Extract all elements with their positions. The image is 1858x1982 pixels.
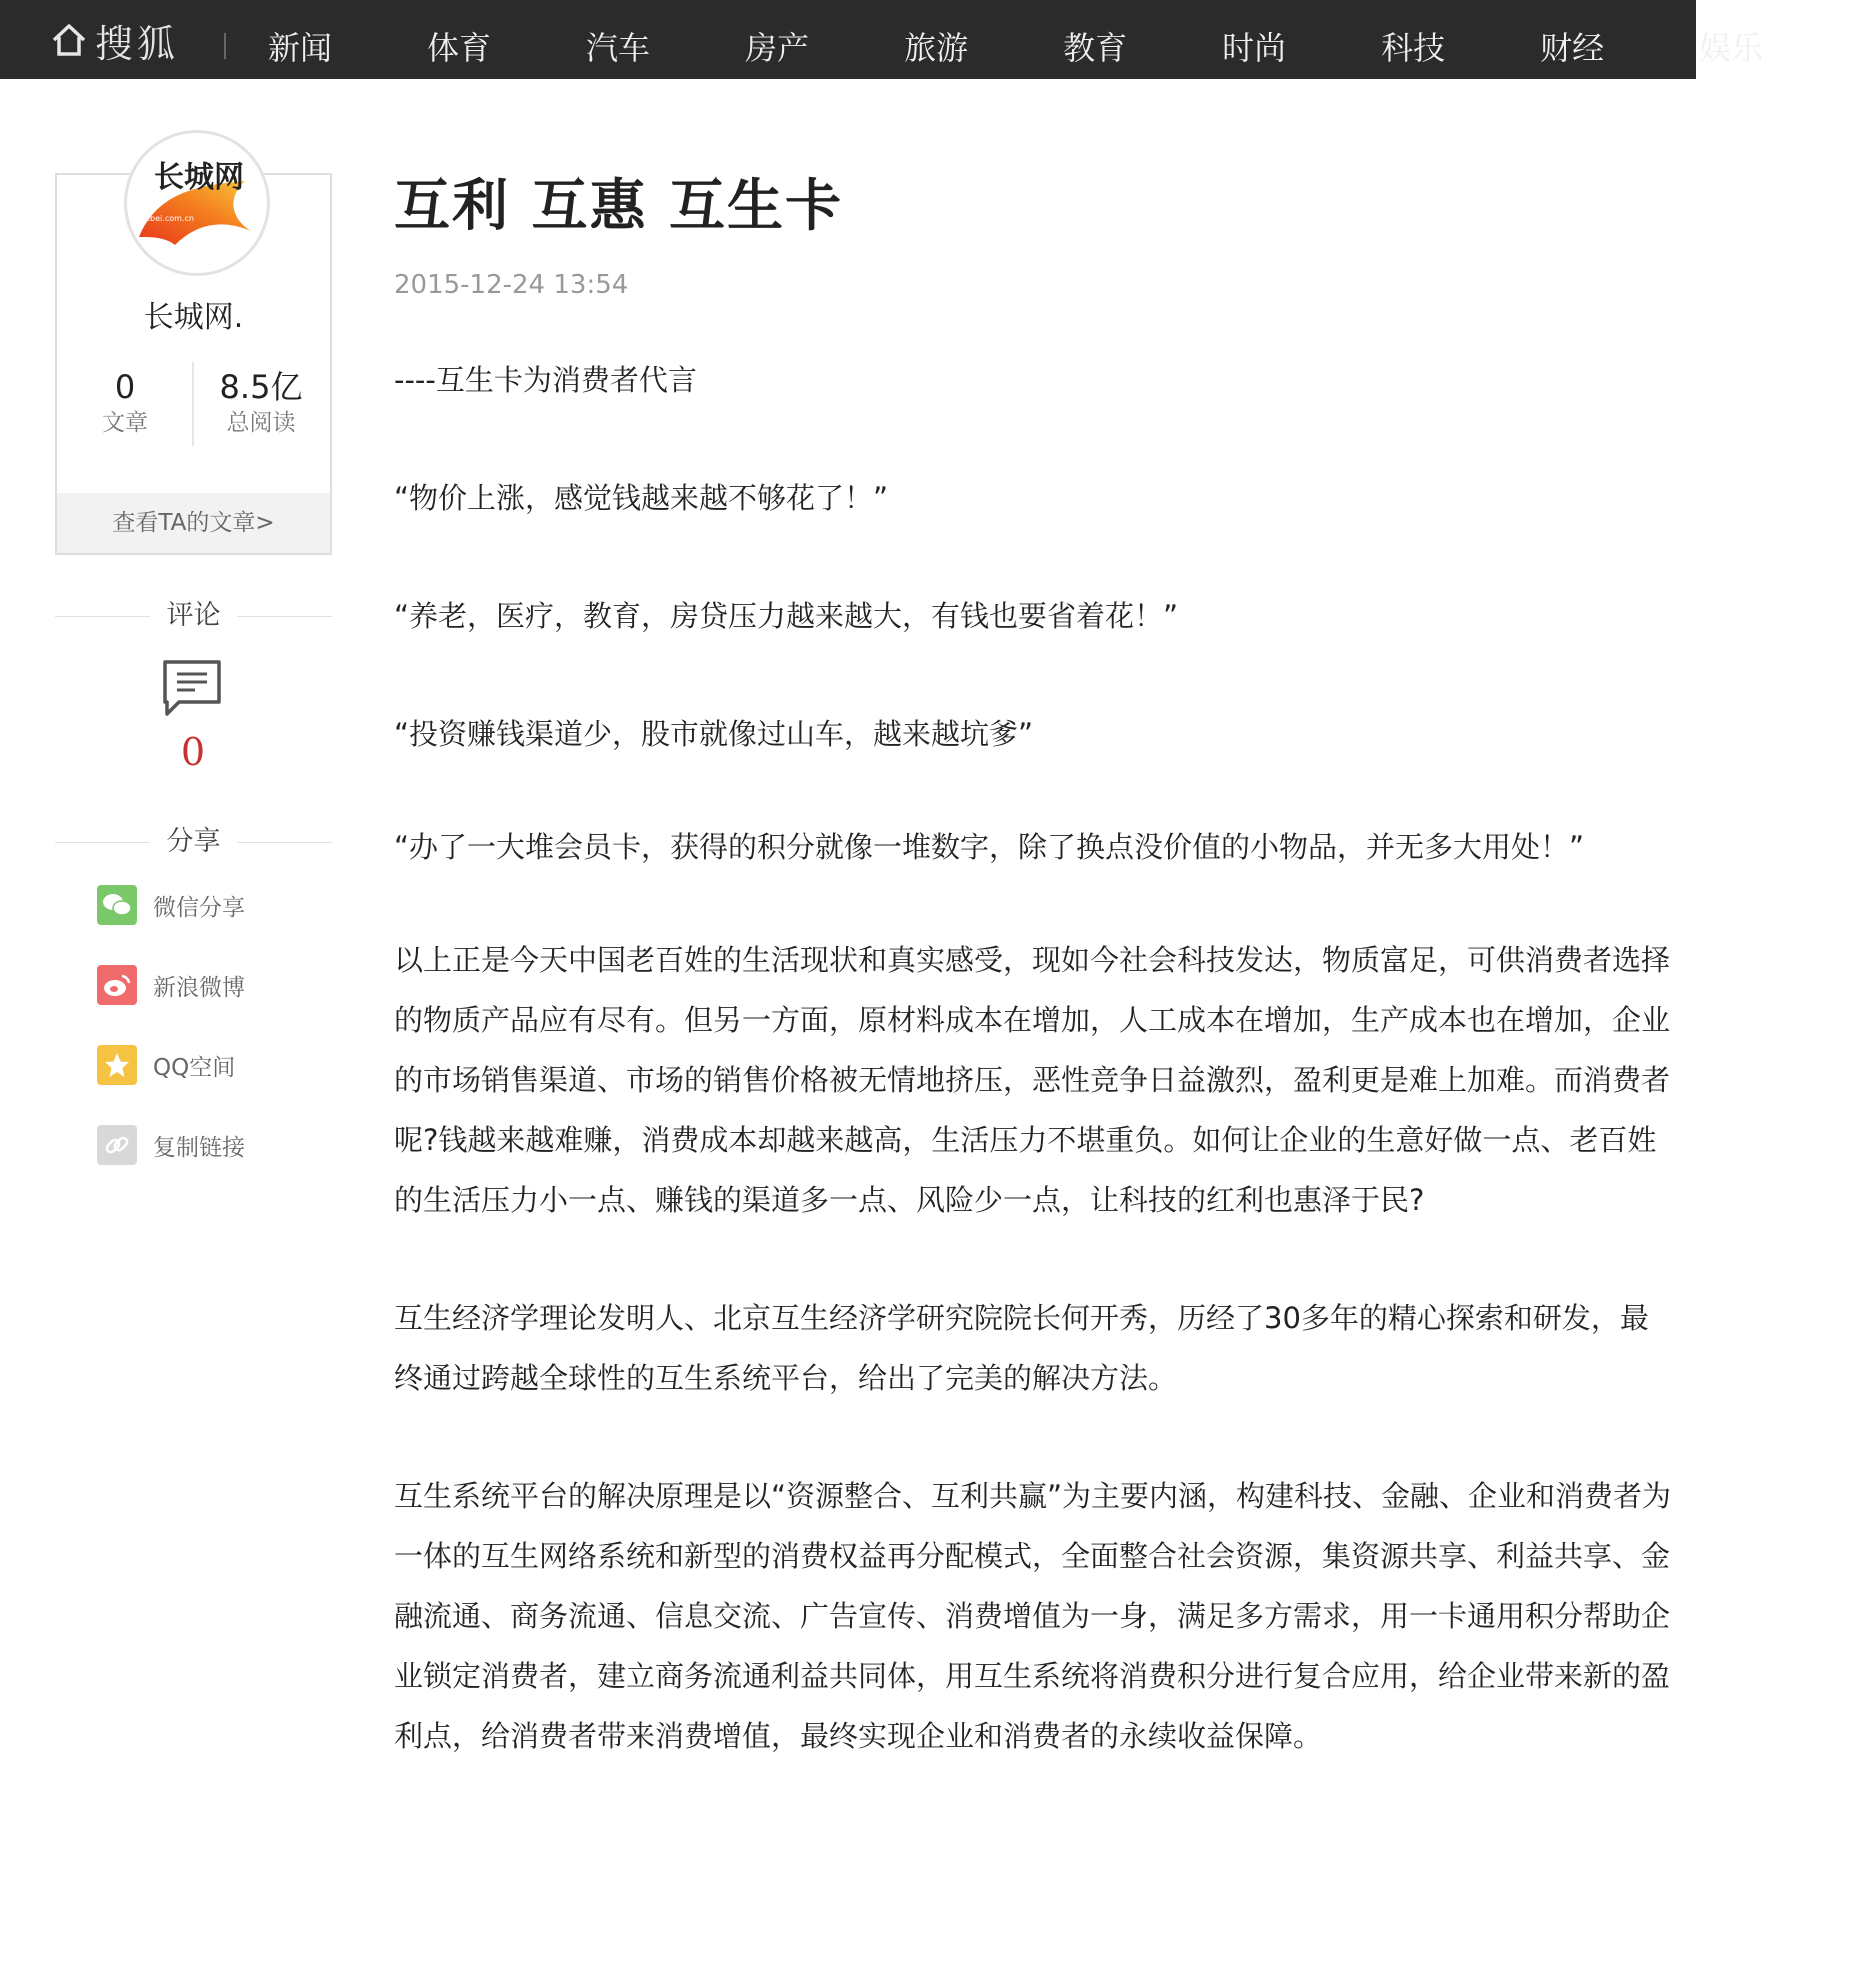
article-paragraph: “投资赚钱渠道少，股市就像过山车，越来越坑爹”: [394, 717, 1034, 751]
share-heading-label: 分享: [166, 826, 221, 857]
article-paragraph: 以上正是今天中国老百姓的生活现状和真实感受，现如今社会科技发达，物质富足，可供消费者选择的物质产品应有尽有。但另一方面，原材料成本在增加，人工成本在增加，生产成本也在增加，企业的市场销售渠道、市场的销售价格被无情地挤压，恶性竞争日益激烈，盈利更是难上加难。而消费者呢?钱越来越难赚，消费成本却越来越高，生活压力不堪重负。如何让企业的生意好做一点、老百姓的生活压力小一点、赚钱的渠道多一点、风险少一点，让科技的红利也惠泽于民?: [394, 943, 1671, 1217]
stat-articles: [56, 367, 194, 439]
copy-link-button[interactable]: [97, 1124, 245, 1166]
comment-count[interactable]: 0: [180, 730, 206, 774]
copy-link-label: 复制链接: [153, 1134, 245, 1161]
weibo-icon: [97, 965, 137, 1005]
nav-item-sports[interactable]: 体育: [427, 29, 492, 67]
heading-line: [237, 842, 332, 843]
nav-item-house[interactable]: 房产: [745, 29, 810, 67]
share-weibo-button[interactable]: [97, 964, 245, 1006]
nav-item-finance[interactable]: 财经: [1540, 29, 1605, 67]
article-paragraph: “办了一大堆会员卡，获得的积分就像一堆数字，除了换点没价值的小物品，并无多大用处！”: [394, 830, 1585, 864]
nav-item-education[interactable]: 教育: [1063, 29, 1128, 67]
article-paragraph: 互生经济学理论发明人、北京互生经济学研究院院长何开秀，历经了30多年的精心探索和研发，最终通过跨越全球性的互生系统平台，给出了完美的解决方法。: [394, 1301, 1649, 1395]
stat-articles-value: 0: [114, 368, 136, 406]
article-paragraph: “物价上涨，感觉钱越来越不够花了！”: [394, 481, 889, 515]
link-icon: [97, 1125, 137, 1165]
share-heading: [55, 822, 332, 862]
wechat-icon: [97, 885, 137, 925]
comments-heading: [55, 596, 332, 636]
article-paragraph: 互生系统平台的解决原理是以“资源整合、互利共赢”为主要内涵，构建科技、金融、企业和消费者为一体的互生网络系统和新型的消费权益再分配模式，全面整合社会资源，集资源共享、利益共享、金融流通、商务流通、信息交流、广告宣传、消费增值为一身，满足多方需求，用一卡通用积分帮助企业锁定消费者，建立商务流通利益共同体，用互生系统将消费积分进行复合应用，给企业带来新的盈利点，给消费者带来消费增值，最终实现企业和消费者的永续收益保障。: [394, 1479, 1672, 1753]
article-date: 2015-12-24 13:54: [394, 270, 629, 300]
share-weibo-label: 新浪微博: [153, 974, 245, 1001]
top-navigation: [0, 0, 1764, 79]
article-paragraph: “养老，医疗，教育，房贷压力越来越大，有钱也要省着花！”: [394, 599, 1179, 633]
nav-item-auto[interactable]: 汽车: [586, 29, 651, 67]
avatar[interactable]: [124, 130, 270, 276]
comment-icon[interactable]: [161, 658, 225, 720]
share-wechat-button[interactable]: [97, 884, 245, 926]
qzone-icon: [97, 1045, 137, 1085]
article-body: [394, 350, 1674, 1766]
avatar-logo-text: 长城网: [154, 160, 244, 195]
share-qzone-label: QQ空间: [153, 1054, 236, 1081]
share-qzone-button[interactable]: [97, 1044, 235, 1086]
nav-item-tech[interactable]: 科技: [1381, 29, 1446, 67]
stat-total-reads-label: 总阅读: [226, 410, 296, 436]
home-icon: [51, 23, 87, 57]
sohu-logo[interactable]: [51, 20, 180, 66]
view-author-articles-button[interactable]: 查看TA的文章>: [57, 493, 330, 553]
nav-item-fashion[interactable]: 时尚: [1222, 29, 1287, 67]
article-title: 互利 互惠 互生卡: [394, 174, 843, 239]
nav-item-ent[interactable]: 娱乐: [1699, 29, 1764, 67]
article-paragraph: ----互生卡为消费者代言: [394, 363, 697, 397]
nav-item-travel[interactable]: 旅游: [904, 29, 969, 67]
nav-item-news[interactable]: 新闻: [268, 29, 333, 67]
logo-text: 搜狐: [95, 21, 180, 66]
heading-line: [237, 616, 332, 617]
stat-total-reads-value: 8.5亿: [219, 368, 303, 406]
author-name[interactable]: 长城网.: [143, 300, 244, 335]
stat-total-reads: [192, 367, 330, 439]
stat-articles-label: 文章: [102, 410, 148, 436]
nav-divider: [224, 33, 226, 59]
avatar-logo-subtext: hebei.com.cn: [140, 214, 194, 223]
share-wechat-label: 微信分享: [153, 894, 245, 921]
nav-items: [268, 0, 1858, 79]
comments-heading-label: 评论: [166, 600, 221, 631]
